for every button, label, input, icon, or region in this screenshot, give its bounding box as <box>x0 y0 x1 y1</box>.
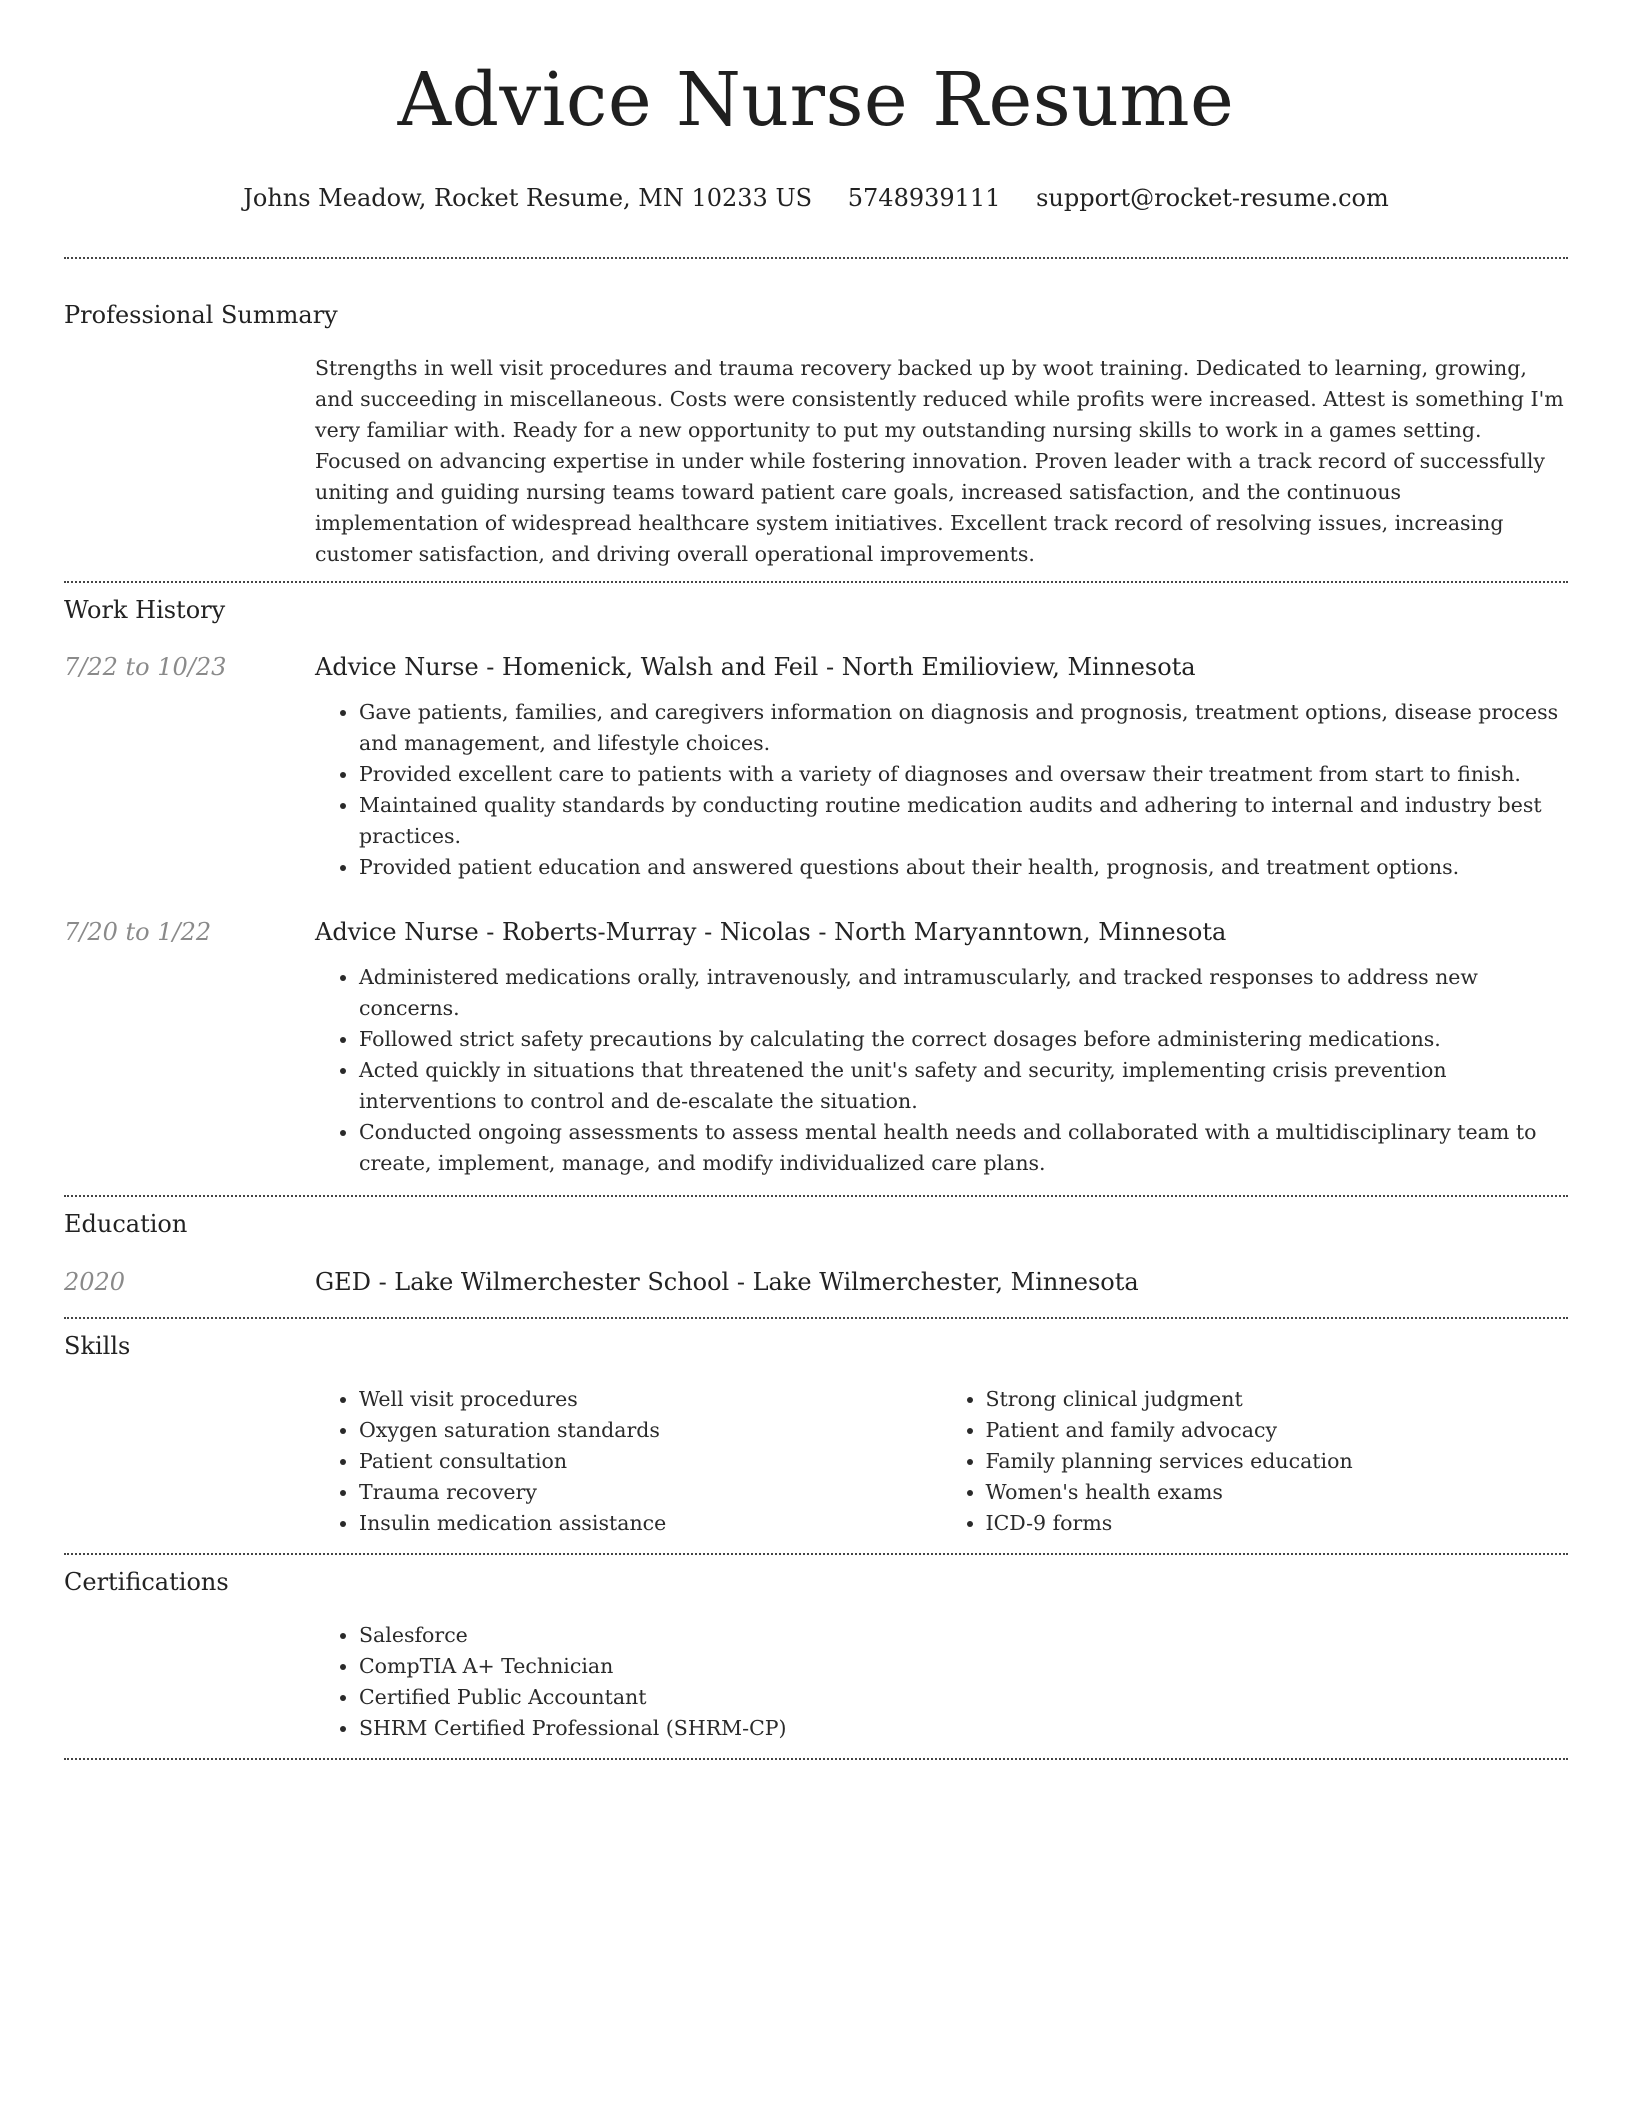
section-title-skills: Skills <box>64 1332 131 1360</box>
certification-item: • Certified Public Accountant <box>359 1682 1568 1713</box>
job-bullet: • Conducted ongoing assessments to assess mental health needs and collaborated with a multidisciplinary team to create, implement, manage, and modify individualized care plans. <box>359 1117 1568 1179</box>
certification-item: • Salesforce <box>359 1620 1568 1651</box>
education-entry <box>64 1267 1568 1297</box>
section-title-work-history: Work History <box>64 596 226 624</box>
skills-list-left <box>315 1384 942 1539</box>
skill-item: • Strong clinical judgment <box>986 1384 1569 1415</box>
skills-grid <box>315 1384 1568 1539</box>
job-bullet: • Gave patients, families, and caregivers information on diagnosis and prognosis, treatment options, disease process and management, and lifestyle choices. <box>359 697 1568 759</box>
skills-section <box>64 1331 1568 1539</box>
skill-item: • Family planning services education <box>986 1446 1569 1477</box>
job-bullets <box>315 697 1568 883</box>
education-section <box>64 1209 1568 1297</box>
divider <box>64 1758 1568 1760</box>
job-title: Advice Nurse - Homenick, Walsh and Feil - North Emilioview, Minnesota <box>315 653 1196 681</box>
skill-item: • Patient and family advocacy <box>986 1415 1569 1446</box>
section-title-summary: Professional Summary <box>64 301 338 329</box>
job-entry <box>64 917 1568 947</box>
skill-item: • Insulin medication assistance <box>359 1508 942 1539</box>
section-title-certifications: Certifications <box>64 1568 229 1596</box>
job-bullet: • Acted quickly in situations that threatened the unit's safety and security, implementing crisis prevention interventions to control and de-escalate the situation. <box>359 1055 1568 1117</box>
education-degree: GED - Lake Wilmerchester School - Lake Wilmerchester, Minnesota <box>315 1268 1139 1296</box>
contact-line <box>64 182 1568 214</box>
skill-item: • Well visit procedures <box>359 1384 942 1415</box>
section-title-education: Education <box>64 1210 188 1238</box>
job-bullets <box>315 962 1568 1179</box>
contact-email: support@rocket-resume.com <box>1036 184 1389 212</box>
certification-item: • CompTIA A+ Technician <box>359 1651 1568 1682</box>
divider <box>64 257 1568 259</box>
job-entry <box>64 652 1568 682</box>
resume-page <box>64 0 1568 1760</box>
job-bullet: • Maintained quality standards by conducting routine medication audits and adhering to internal and industry best practices. <box>359 790 1568 852</box>
job-title: Advice Nurse - Roberts-Murray - Nicolas - North Maryanntown, Minnesota <box>315 918 1227 946</box>
divider <box>64 1195 1568 1197</box>
divider <box>64 581 1568 583</box>
skills-list-right <box>942 1384 1569 1539</box>
skill-item: • Women's health exams <box>986 1477 1569 1508</box>
job-bullet: • Followed strict safety precautions by calculating the correct dosages before administering medications. <box>359 1024 1568 1055</box>
job-dates: 7/22 to 10/23 <box>64 653 227 681</box>
education-year: 2020 <box>64 1268 126 1296</box>
job-bullet: • Administered medications orally, intravenously, and intramuscularly, and tracked responses to address new concerns. <box>359 962 1568 1024</box>
summary-text: Strengths in well visit procedures and trauma recovery backed up by woot training. Dedicated to learning, growing, and succeeding in miscellaneous. Costs were consistently reduced while profits were increased. Attest is something I'm very familiar with. Ready for a new opportunity to put my outstanding nursing skills to work in a games setting. Focused on advancing expertise in under while fostering innovation. Proven leader with a track record of successfully uniting and guiding nursing teams toward patient care goals, increased satisfaction, and the continuous implementation of widespread healthcare system initiatives. Excellent track record of resolving issues, increasing customer satisfaction, and driving overall operational improvements. <box>315 356 1564 566</box>
job-bullet: • Provided patient education and answered questions about their health, prognosis, and treatment options. <box>359 852 1568 883</box>
skill-item: • Oxygen saturation standards <box>359 1415 942 1446</box>
job-dates: 7/20 to 1/22 <box>64 918 212 946</box>
certifications-list <box>315 1620 1568 1744</box>
summary-section <box>64 300 1568 570</box>
job-bullet: • Provided excellent care to patients with a variety of diagnoses and oversaw their treatment from start to finish. <box>359 759 1568 790</box>
contact-address: Johns Meadow, Rocket Resume, MN 10233 US <box>243 184 813 212</box>
certifications-section <box>64 1567 1568 1744</box>
work-history-section <box>64 595 1568 1179</box>
skill-item: • Trauma recovery <box>359 1477 942 1508</box>
contact-phone: 5748939111 <box>847 184 1001 212</box>
certification-item: • SHRM Certified Professional (SHRM-CP) <box>359 1713 1568 1744</box>
divider <box>64 1317 1568 1319</box>
skill-item: • ICD-9 forms <box>986 1508 1569 1539</box>
divider <box>64 1553 1568 1555</box>
skill-item: • Patient consultation <box>359 1446 942 1477</box>
resume-title: Advice Nurse Resume <box>397 57 1235 143</box>
